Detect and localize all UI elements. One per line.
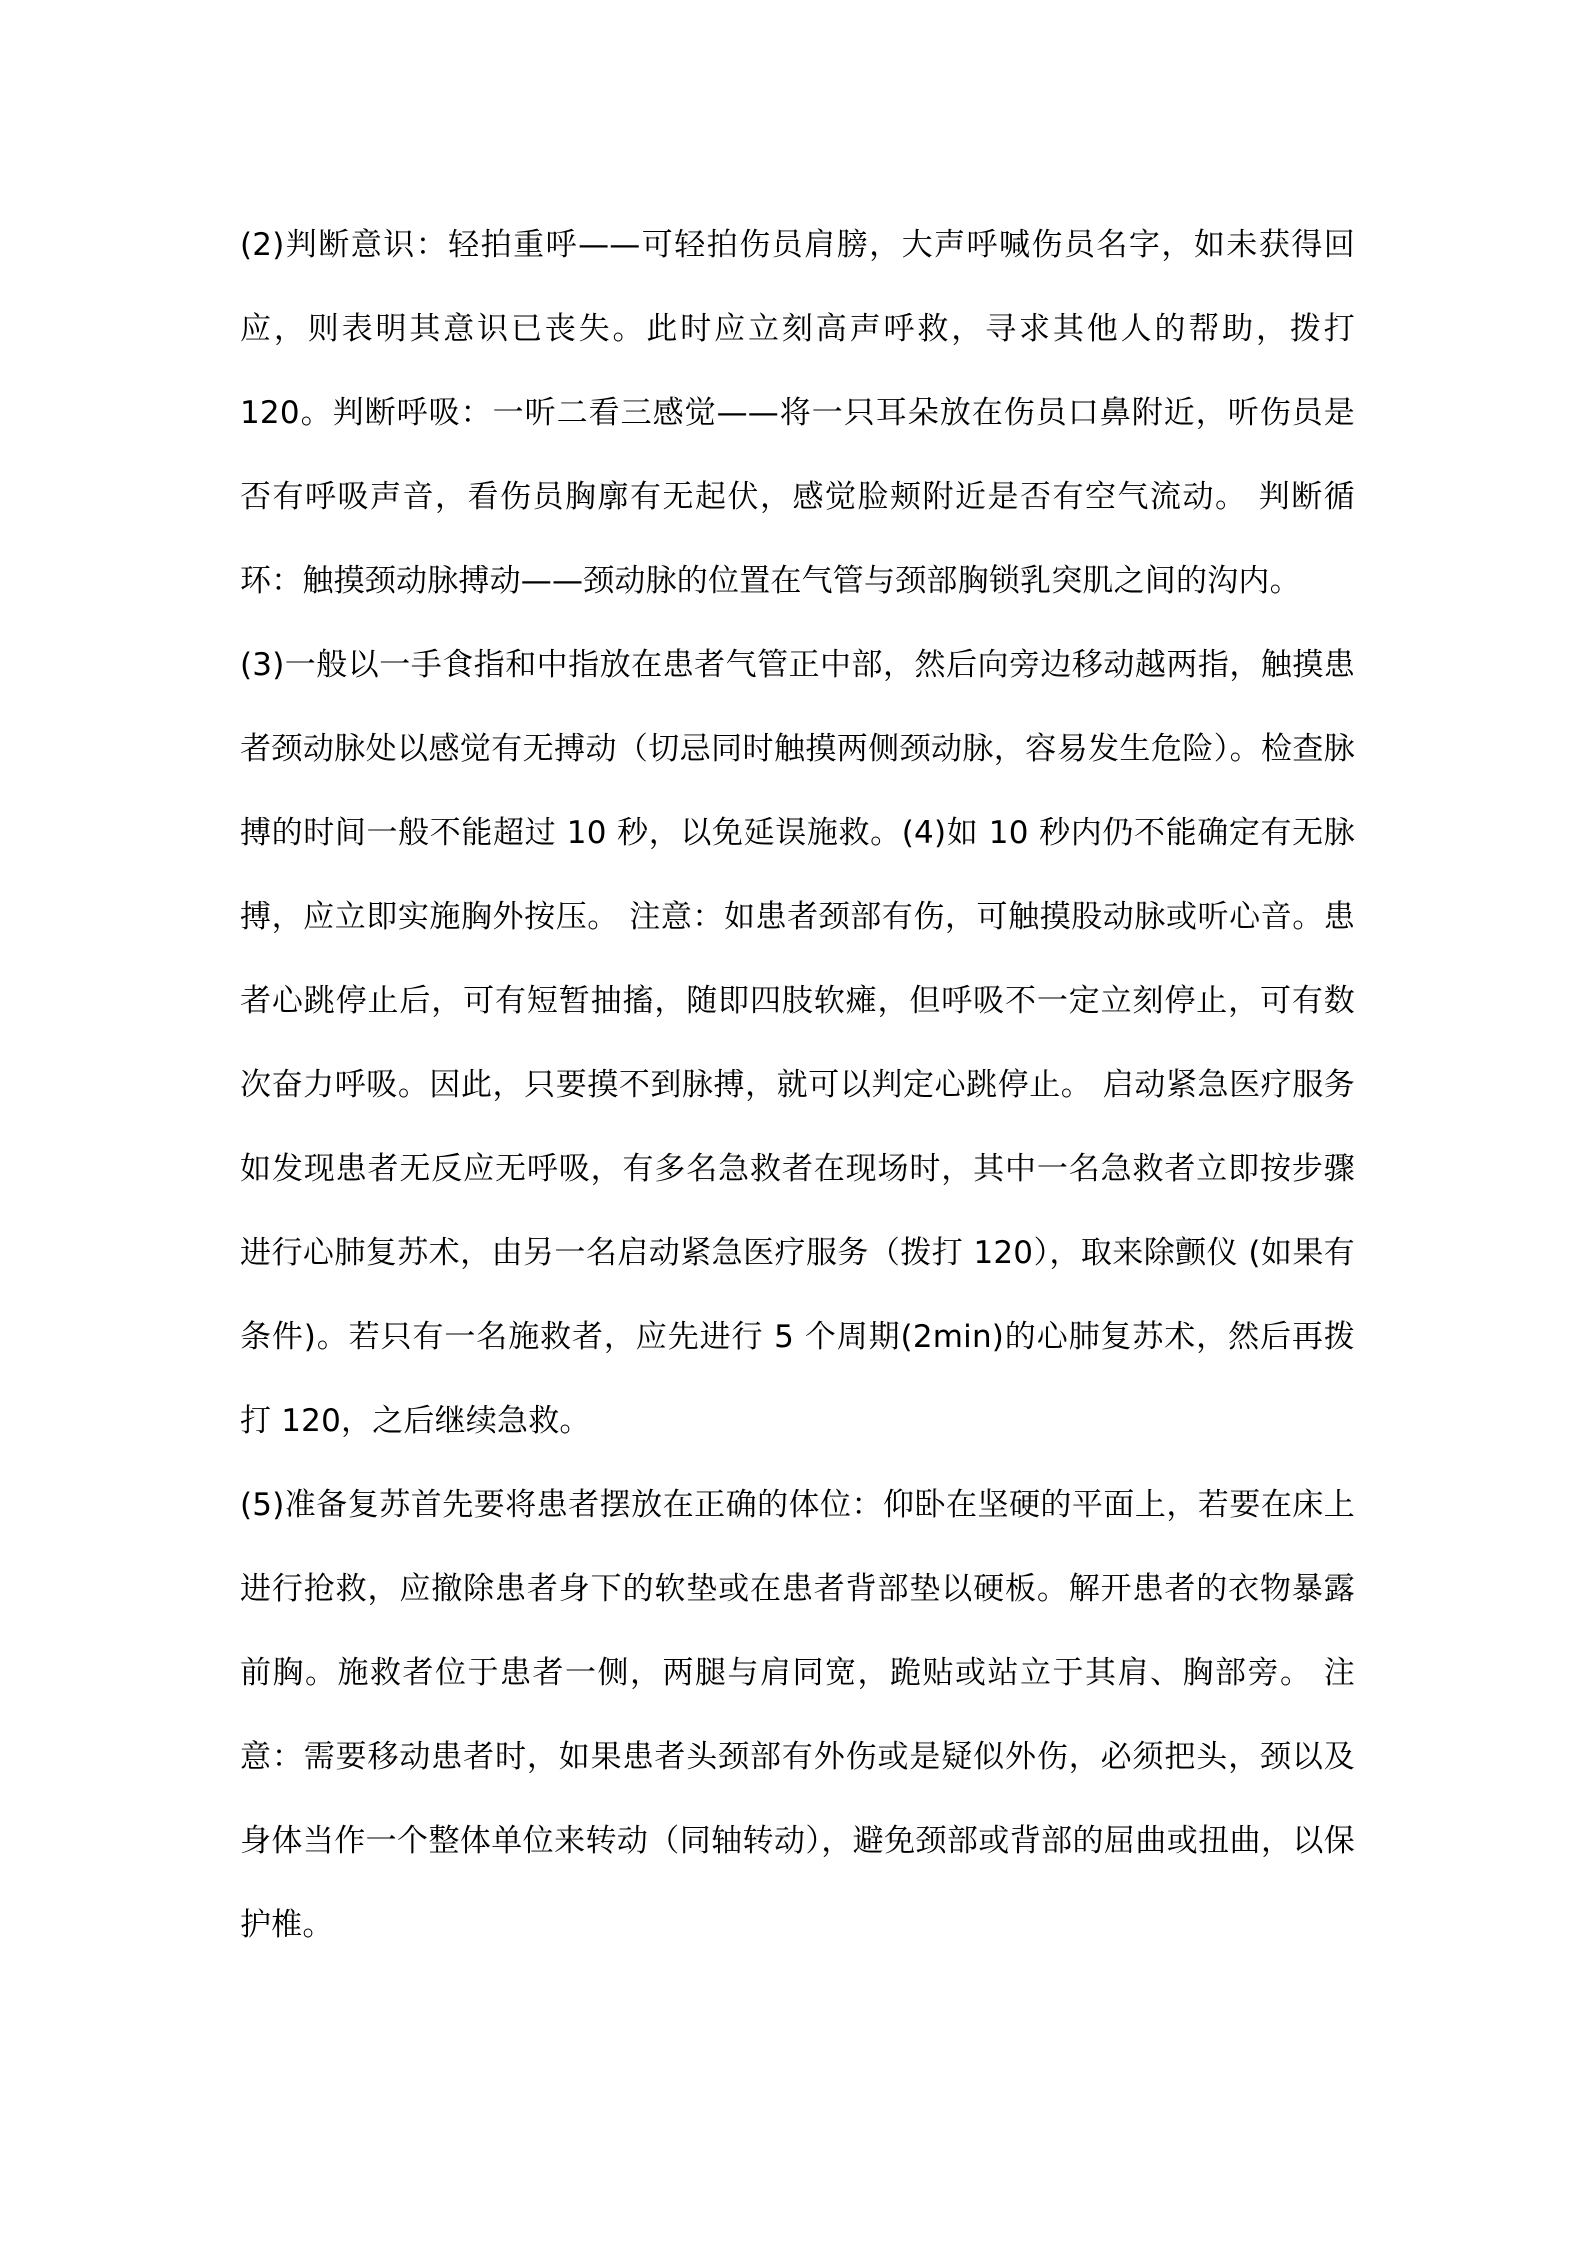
document-body (240, 203, 1355, 1967)
paragraph-assess-consciousness: (2)判断意识：轻拍重呼——可轻拍伤员肩膀，大声呼喊伤员名字，如未获得回应，则表明其意识已丧失。此时应立刻高声呼救，寻求其他人的帮助，拨打 120。判断呼吸：一听二看三感觉——将一只耳朵放在伤员口鼻附近，听伤员是否有呼吸声音，看伤员胸廓有无起伏，感觉脸颊附近是否有空气流动。 判断循环：触摸颈动脉搏动——颈动脉的位置在气管与颈部胸锁乳突肌之间的沟内。 (240, 227, 1355, 599)
paragraph-prepare-resuscitation: (5)准备复苏首先要将患者摆放在正确的体位：仰卧在坚硬的平面上，若要在床上进行抢救，应撤除患者身下的软垫或在患者背部垫以硬板。解开患者的衣物暴露前胸。施救者位于患者一侧，两腿与肩同宽，跪贴或站立于其肩、胸部旁。 注意：需要移动患者时，如果患者头颈部有外伤或是疑似外伤，必须把头，颈以及身体当作一个整体单位来转动（同轴转动），避免颈部或背部的屈曲或扭曲，以保护椎。 (240, 1487, 1355, 1943)
paragraph-check-pulse: (3)一般以一手食指和中指放在患者气管正中部，然后向旁边移动越两指，触摸患者颈动脉处以感觉有无搏动（切忌同时触摸两侧颈动脉，容易发生危险）。检查脉搏的时间一般不能超过 10 秒，以免延误施救。(4)如 10 秒内仍不能确定有无脉搏，应立即实施胸外按压。 注意：如患者颈部有伤，可触摸股动脉或听心音。患者心跳停止后，可有短暂抽搐，随即四肢软瘫，但呼吸不一定立刻停止，可有数次奋力呼吸。因此，只要摸不到脉搏，就可以判定心跳停止。 启动紧急医疗服务如发现患者无反应无呼吸，有多名急救者在现场时，其中一名急救者立即按步骤进行心肺复苏术，由另一名启动紧急医疗服务（拨打 120），取来除颤仪 (如果有条件)。若只有一名施救者，应先进行 5 个周期(2min)的心肺复苏术，然后再拨打 120，之后继续急救。 (240, 647, 1355, 1439)
